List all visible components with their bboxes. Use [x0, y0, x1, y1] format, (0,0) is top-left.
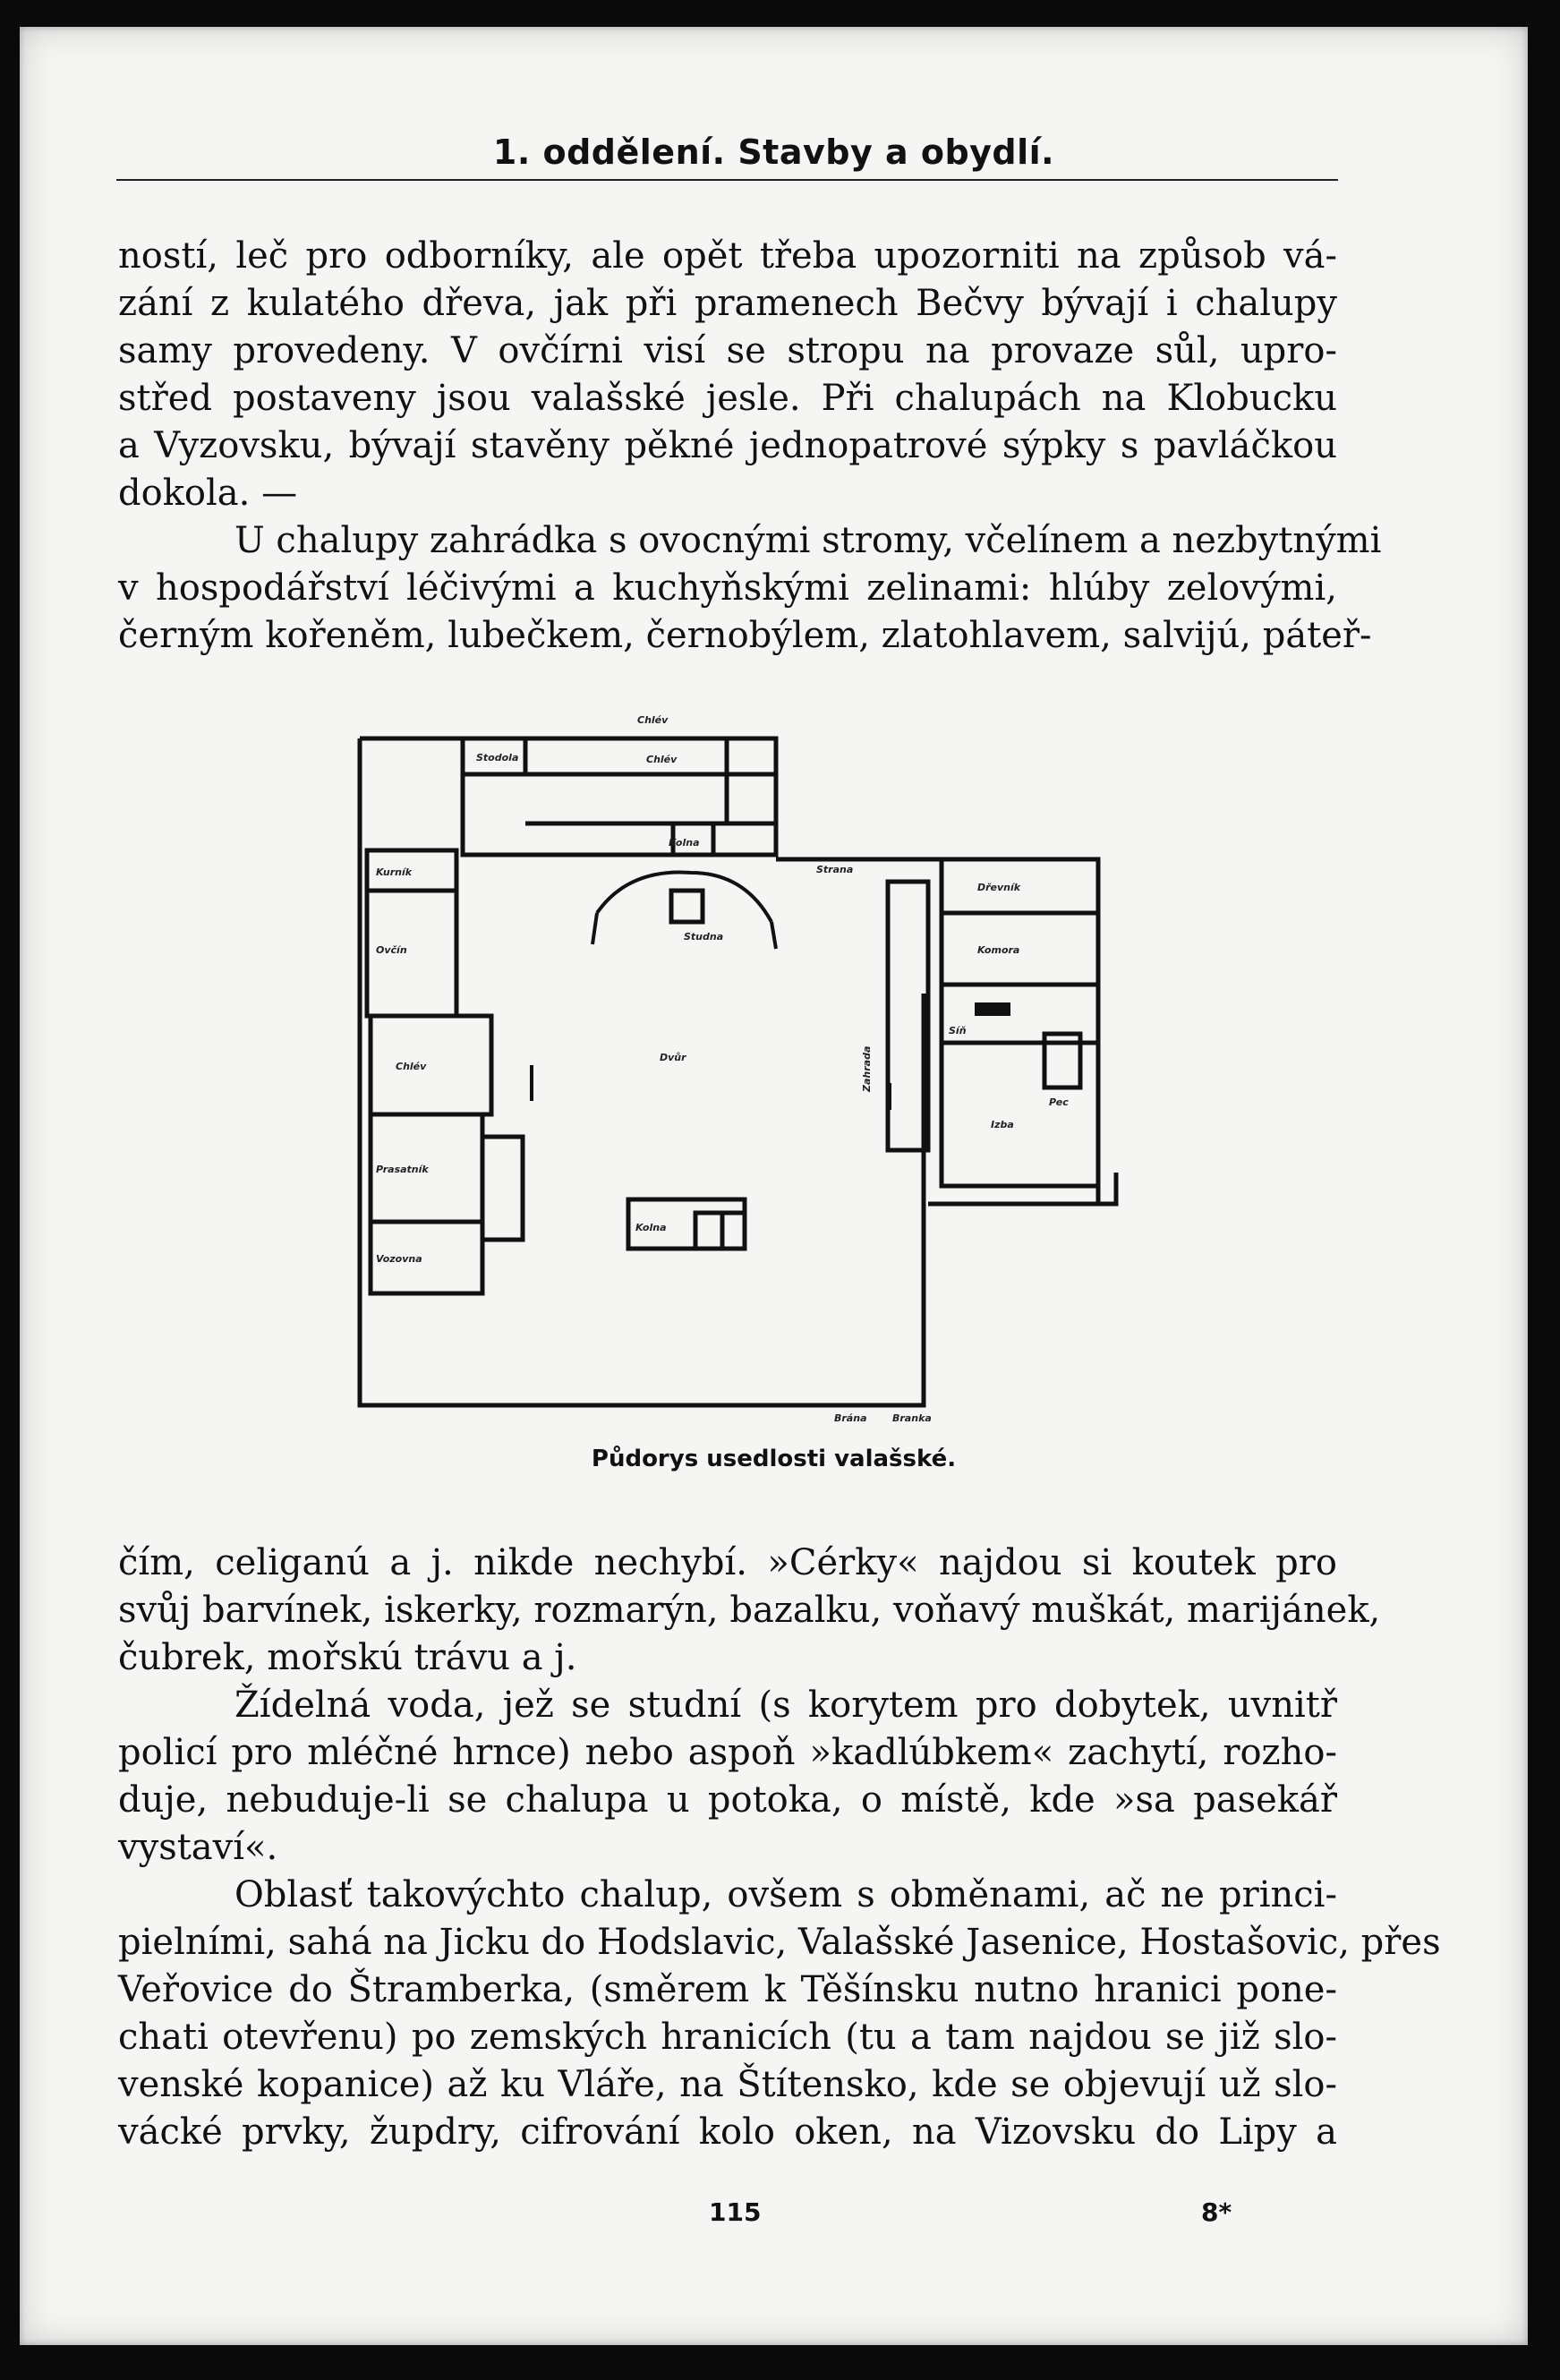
- page-number: 115: [709, 2197, 762, 2227]
- plan-label: Síň: [949, 1025, 967, 1036]
- text-block-bottom: [118, 1540, 1441, 2156]
- plan-label: Pec: [1049, 1096, 1069, 1108]
- text-line: Veřovice do Štramberka, (směrem k Těšínsku nutno hranici pone-: [118, 1969, 1337, 2010]
- header-rule: [116, 179, 1338, 181]
- plan-wall: [771, 922, 776, 949]
- plan-label: Stodola: [476, 752, 519, 763]
- floor-plan-figure: [351, 707, 1156, 1423]
- plan-mark: [888, 1083, 891, 1110]
- plan-label: Ovčín: [376, 944, 407, 956]
- plan-wall: [592, 913, 597, 944]
- text-line: v hospodářství léčivými a kuchyňskými zelinami: hlúby zelovými,: [118, 567, 1337, 609]
- text-line: duje, nebuduje-li se chalupa u potoka, o místě, kde »sa pasekář: [118, 1779, 1337, 1821]
- plan-label: Chlév: [646, 754, 678, 765]
- plan-label: Izba: [991, 1119, 1014, 1130]
- plan-label: Studna: [684, 931, 724, 943]
- signature-mark: 8*: [1201, 2197, 1232, 2227]
- text-line: čím, celiganú a j. nikde nechybí. »Cérky« najdou si koutek pro: [118, 1542, 1337, 1583]
- text-line: vácké prvky, župdry, cifrování kolo oken, na Vizovsku do Lipy a: [118, 2111, 1337, 2153]
- plan-room: [942, 1043, 1098, 1186]
- book-page: [20, 27, 1528, 2345]
- plan-label: Kolna: [669, 837, 700, 849]
- text-block-top: [118, 233, 1382, 660]
- text-line: čubrek, mořskú trávu a j.: [118, 1637, 577, 1678]
- text-line: venské kopanice) až ku Vláře, na Štítensko, kde se objevují už slo-: [118, 2064, 1337, 2105]
- plan-mark: [530, 1065, 533, 1101]
- plan-label: Branka: [892, 1412, 932, 1423]
- text-line: U chalupy zahrádka s ovocnými stromy, včelínem a nezbytnými: [234, 520, 1382, 561]
- text-line: svůj barvínek, iskerky, rozmarýn, bazalku, voňavý muškát, marijánek,: [118, 1590, 1381, 1631]
- text-line: Žídelná voda, jež se studní (s korytem pro dobytek, uvnitř: [234, 1685, 1337, 1726]
- text-line: a Vyzovsku, bývají stavěny pěkné jednopatrové sýpky s pavláčkou: [118, 425, 1337, 466]
- text-line: chati otevřenu) po zemských hranicích (tu a tam najdou se již slo-: [118, 2017, 1337, 2058]
- text-line: dokola. —: [118, 473, 298, 514]
- running-header: 1. oddělení. Stavby a obydlí.: [492, 132, 1055, 172]
- plan-label: Chlév: [637, 714, 669, 726]
- text-line: pielními, sahá na Jicku do Hodslavic, Valašské Jasenice, Hostašovic, přes: [118, 1922, 1441, 1963]
- plan-label: Kurník: [376, 866, 413, 878]
- plan-label: Kolna: [635, 1222, 667, 1233]
- plan-label: Strana: [816, 864, 854, 875]
- plan-label: Chlév: [396, 1061, 427, 1072]
- text-line: černým kořeněm, lubečkem, černobýlem, zlatohlavem, salvijú, páteř-: [118, 615, 1372, 656]
- text-line: Oblasť takovýchto chalup, ovšem s obměnami, ač ne princi-: [234, 1874, 1337, 1915]
- plan-well: [671, 891, 703, 922]
- text-line: střed postaveny jsou valašské jesle. Při chalupách na Klobucku: [118, 378, 1337, 419]
- plan-arch: [597, 873, 771, 922]
- plan-room: [371, 1016, 491, 1114]
- plan-label: Vozovna: [376, 1253, 422, 1265]
- figure-caption: Půdorys usedlosti valašské.: [591, 1446, 957, 1472]
- plan-label: Dřevník: [977, 882, 1021, 893]
- text-line: ností, leč pro odborníky, ale opět třeba upozorniti na způsob vá-: [118, 235, 1337, 277]
- plan-hatch: [975, 1002, 1010, 1016]
- text-line: zání z kulatého dřeva, jak při pramenech Bečvy bývají i chalupy: [118, 283, 1337, 324]
- plan-label: Prasatník: [376, 1164, 429, 1175]
- text-line: vystaví«.: [118, 1827, 278, 1868]
- plan-outer-wall: [360, 738, 924, 1405]
- floor-plan-drawing: [351, 707, 1156, 1423]
- plan-label: Zahrada: [861, 1045, 873, 1092]
- plan-room: [942, 913, 1098, 985]
- plan-label: Komora: [977, 944, 1020, 956]
- plan-label: Brána: [834, 1412, 867, 1423]
- plan-room: [482, 1137, 523, 1240]
- text-line: samy provedeny. V ovčírni visí se stropu na provaze sůl, upro-: [118, 330, 1337, 371]
- plan-label: Dvůr: [660, 1052, 686, 1063]
- text-line: policí pro mléčné hrnce) nebo aspoň »kadlúbkem« zachytí, rozho-: [118, 1732, 1337, 1773]
